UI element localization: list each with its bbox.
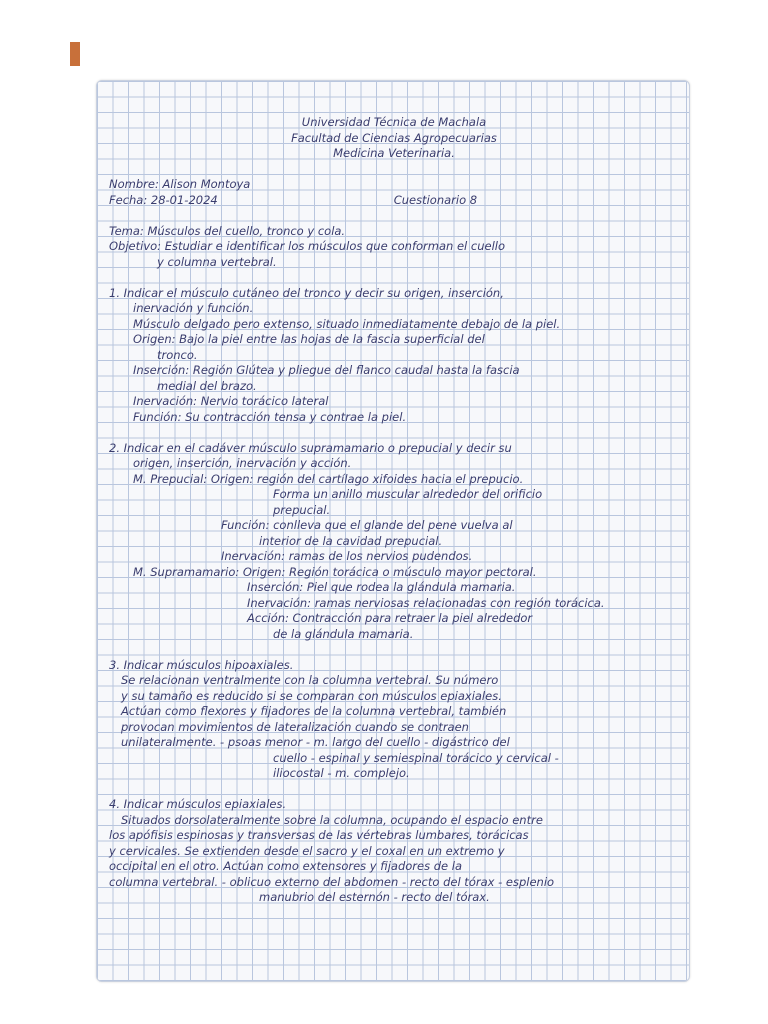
question-1-line: medial del brazo. — [157, 378, 257, 393]
question-1-line: tronco. — [157, 347, 198, 362]
question-2-line: prepucial. — [273, 502, 331, 517]
question-2-line: Inserción: Piel que rodea la glándula mamaria. — [247, 580, 516, 594]
question-2-line: M. Prepucial: Origen: región del cartílago xifoides hacia el prepucio. — [133, 471, 524, 486]
question-2-line: Acción: Contracción para retraer la piel alrededor — [247, 611, 533, 625]
question-1-line: Inserción: Región Glútea y pliegue del flanco caudal hasta la fascia — [133, 363, 520, 377]
question-4-line: occipital en el otro. Actúan como extensores y fijadores de la — [109, 859, 462, 873]
question-2-line: Función: conlleva que el glande del pene vuelva al — [221, 518, 513, 532]
question-3-line: iliocostal - m. complejo. — [273, 766, 410, 780]
student-name: Nombre: Alison Montoya — [109, 177, 251, 191]
page-tab-marker — [70, 42, 80, 66]
document-title: Cuestionario 8 — [393, 192, 478, 207]
objective-line: y columna vertebral. — [157, 254, 277, 269]
student-date: Fecha: 28-01-2024 Cuestionario 8 — [109, 192, 478, 207]
question-4-line: y cervicales. Se extienden desde el sacro y el coxal en un extremo y — [109, 843, 505, 858]
question-2-title: 2. Indicar en el cadáver músculo supramamario o prepucial y decir su — [109, 440, 512, 455]
question-4-line: columna vertebral. - oblicuo externo del abdomen - recto del tórax - esplenio — [109, 874, 555, 889]
question-4-line: Situados dorsolateralmente sobre la columna, ocupando el espacio entre — [121, 812, 543, 827]
question-1-line: Función: Su contracción tensa y contrae la piel. — [133, 409, 407, 424]
faculty-name: Facultad de Ciencias Agropecuarias — [291, 130, 497, 145]
graph-paper-sheet — [96, 80, 690, 982]
question-3-line: unilateralmente. - psoas menor - m. largo del cuello - digástrico del — [121, 735, 510, 749]
topic-line: Tema: Músculos del cuello, tronco y cola. — [109, 223, 346, 238]
question-2-line: Inervación: ramas de los nervios pudendos. — [221, 549, 473, 563]
question-4-line: manubrio del esternón - recto del tórax. — [259, 890, 490, 904]
career-name: Medicina Veterinaria. — [333, 146, 455, 160]
question-3-line: Actúan como flexores y fijadores de la columna vertebral, también — [121, 704, 507, 718]
question-2-line: de la glándula mamaria. — [273, 626, 414, 641]
university-name: Universidad Técnica de Machala — [301, 115, 487, 129]
question-2-line: Inervación: ramas nerviosas relacionadas con región torácica. — [247, 595, 605, 610]
question-3-line: provocan movimientos de lateralización cuando se contraen — [121, 719, 469, 734]
question-3-line: Se relacionan ventralmente con la columna vertebral. Su número — [121, 673, 499, 687]
question-4-title: 4. Indicar músculos epiaxiales. — [109, 797, 287, 811]
question-1-line: inervación y función. — [133, 301, 254, 315]
question-2-line: Forma un anillo muscular alrededor del orificio — [273, 487, 543, 501]
question-1-line: Músculo delgado pero extenso, situado inmediatamente debajo de la piel. — [133, 316, 561, 331]
question-1-line: Inervación: Nervio torácico lateral — [133, 394, 329, 408]
handwritten-notes — [109, 115, 679, 906]
question-1-line: Origen: Bajo la piel entre las hojas de la fascia superficial del — [133, 332, 485, 346]
question-3-line: y su tamaño es reducido si se comparan con músculos epiaxiales. — [121, 688, 502, 703]
question-2-line: interior de la cavidad prepucial. — [259, 533, 443, 548]
question-2-line: origen, inserción, inervación y acción. — [133, 456, 352, 470]
question-4-line: los apófisis espinosas y transversas de las vértebras lumbares, torácicas — [109, 828, 529, 842]
question-2-line: M. Supramamario: Origen: Región torácica o músculo mayor pectoral. — [133, 564, 537, 579]
question-1-title: 1. Indicar el músculo cutáneo del tronco y decir su origen, inserción, — [109, 285, 504, 300]
question-3-line: cuello - espinal y semiespinal torácico y cervical - — [273, 750, 559, 765]
objective-line: Objetivo: Estudiar e identificar los músculos que conforman el cuello — [109, 239, 506, 253]
question-3-title: 3. Indicar músculos hipoaxiales. — [109, 657, 294, 672]
